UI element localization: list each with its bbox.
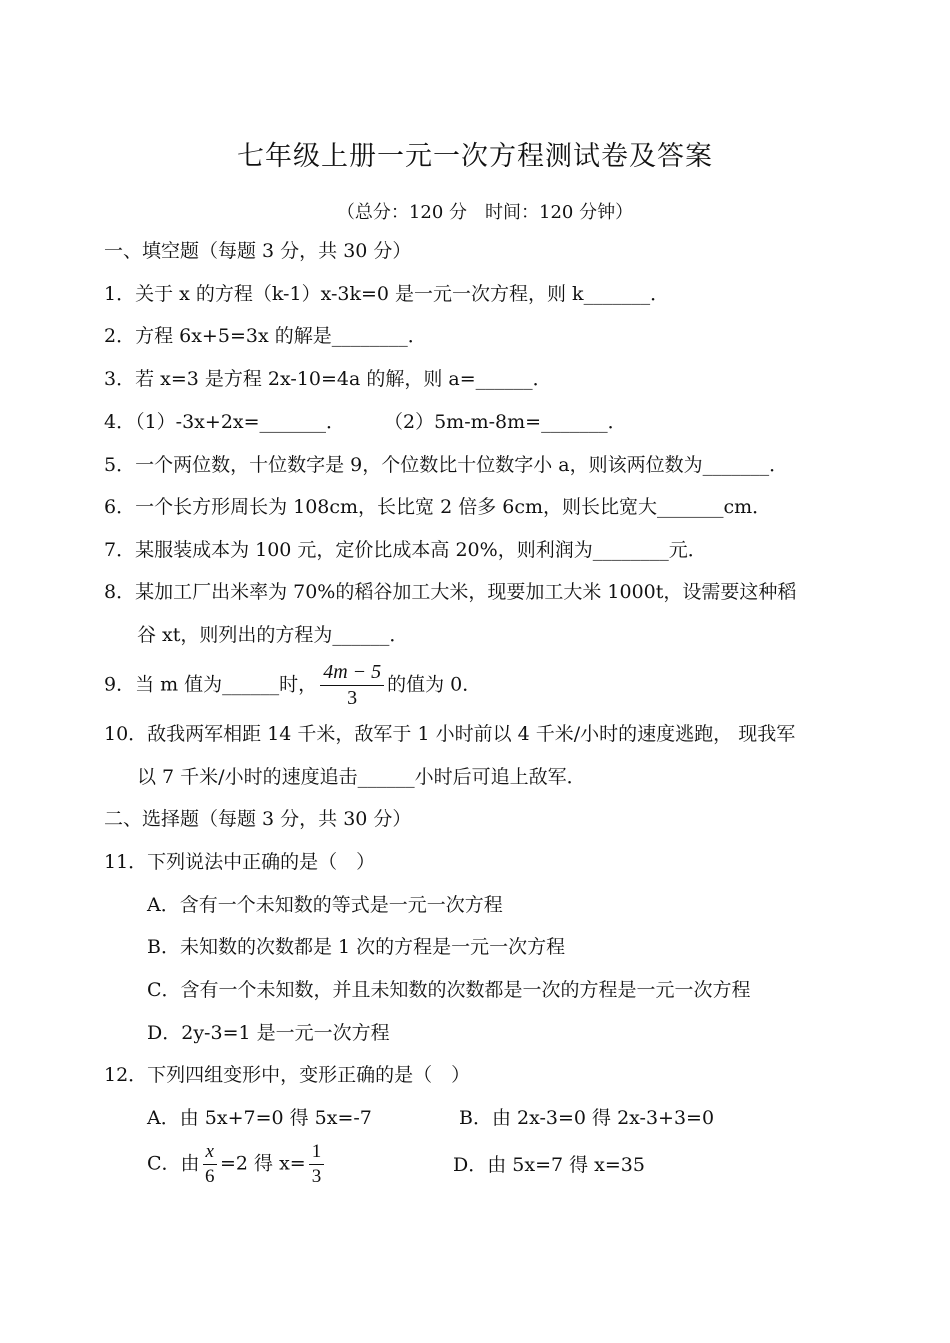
question-12-fraction-2-numerator: 1: [309, 1142, 325, 1165]
question-4-part-1: 4．（1）-3x+2x=_______．: [104, 411, 346, 433]
question-8-line-2: 谷 xt，则列出的方程为______．: [137, 624, 409, 646]
question-12-option-c-prefix: C．由: [147, 1152, 200, 1175]
question-2: 2．方程 6x+5=3x 的解是________．: [104, 325, 427, 347]
question-11-option-d: D．2y-3=1 是一元一次方程: [147, 1022, 390, 1044]
question-11-option-a: A．含有一个未知数的等式是一元一次方程: [147, 894, 503, 916]
question-5: 5．一个两位数，十位数字是 9，个位数比十位数字小 a，则该两位数为_______．: [104, 454, 789, 476]
question-8-line-1: 8．某加工厂出米率为 70%的稻谷加工大米，现要加工大米 1000t，设需要这种稻: [104, 581, 797, 603]
question-12-fraction-1-denominator: 6: [205, 1165, 215, 1187]
question-9-denominator: 3: [347, 687, 358, 709]
question-9: [104, 662, 481, 709]
question-12-fraction-2-denominator: 3: [311, 1165, 322, 1187]
question-9-numerator: 4m − 5: [320, 662, 384, 686]
page-title: 七年级上册一元一次方程测试卷及答案: [237, 141, 713, 172]
question-12-option-d: D．由 5x=7 得 x=35: [453, 1154, 645, 1176]
question-3: 3．若 x=3 是方程 2x-10=4a 的解，则 a=______．: [104, 368, 552, 390]
section-1-heading: 一、填空题（每题 3 分，共 30 分）: [104, 240, 412, 262]
question-10-line-1: 10．敌我两军相距 14 千米，敌军于 1 小时前以 4 千米/小时的速度逃跑， 现我军: [104, 723, 796, 745]
question-12-stem: 12．下列四组变形中，变形正确的是（ ）: [104, 1064, 471, 1086]
question-9-suffix: 的值为 0．: [387, 673, 482, 696]
question-11-option-b: B．未知数的次数都是 1 次的方程是一元一次方程: [147, 936, 566, 958]
page-subtitle: （总分：120 分 时间：120 分钟）: [336, 202, 634, 223]
question-12-option-c: [147, 1142, 327, 1187]
question-11-option-c: C．含有一个未知数，并且未知数的次数都是一次的方程是一元一次方程: [147, 979, 751, 1001]
question-12-fraction-2: [309, 1142, 325, 1187]
question-12-option-b: B．由 2x-3=0 得 2x-3+3=0: [459, 1107, 715, 1129]
question-4-part-2: （2）5m-m-8m=_______．: [384, 411, 627, 433]
question-9-prefix: 9．当 m 值为______时，: [104, 673, 318, 696]
question-12-fraction-1: [203, 1142, 217, 1187]
question-7: 7．某服装成本为 100 元，定价比成本高 20%，则利润为________元．: [104, 539, 707, 561]
question-9-fraction: [320, 662, 384, 709]
question-12-option-c-middle: =2 得 x=: [219, 1152, 306, 1175]
section-2-heading: 二、选择题（每题 3 分，共 30 分）: [104, 808, 412, 830]
question-12-fraction-1-numerator: x: [203, 1142, 217, 1165]
question-10-line-2: 以 7 千米/小时的速度追击______小时后可追上敌军．: [137, 766, 586, 788]
question-6: 6．一个长方形周长为 108cm，长比宽 2 倍多 6cm，则长比宽大_______cm．: [104, 496, 772, 518]
question-1: 1．关于 x 的方程（k-1）x-3k=0 是一元一次方程，则 k_______．: [104, 283, 670, 305]
question-11-stem: 11．下列说法中正确的是（ ）: [104, 851, 376, 873]
question-12-option-a: A．由 5x+7=0 得 5x=-7: [147, 1107, 372, 1129]
